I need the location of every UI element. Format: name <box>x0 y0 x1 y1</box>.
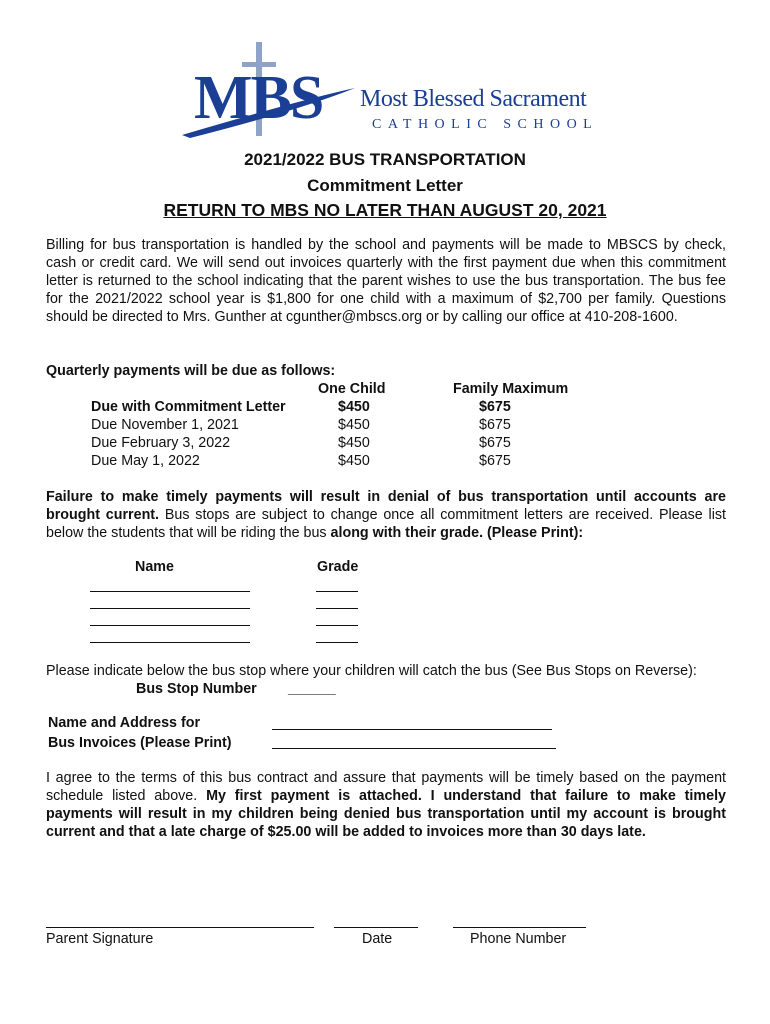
parent-signature-line[interactable] <box>46 927 314 928</box>
student-grade-line[interactable] <box>316 642 358 643</box>
payment-row-label: Due May 1, 2022 <box>91 453 200 469</box>
payment-row-one: $450 <box>338 399 370 415</box>
student-grade-line[interactable] <box>316 591 358 592</box>
failure-bold-tail: along with their grade. (Please Print): <box>330 525 584 541</box>
invoice-address-line[interactable] <box>272 729 552 730</box>
grade-column-header: Grade <box>317 559 359 575</box>
failure-bold-text: Failure to make timely payments will result in denial of bus transportation until accounts are brought current. <box>46 489 726 523</box>
page-title: 2021/2022 BUS TRANSPORTATION <box>244 150 526 169</box>
payment-row-family: $675 <box>479 453 511 469</box>
payment-row-label: Due February 3, 2022 <box>91 435 231 451</box>
student-name-line[interactable] <box>90 591 250 592</box>
bus-stop-text: Please indicate below the bus stop where your children will catch the bus (See Bus Stops on Reverse): <box>46 663 697 679</box>
student-name-line[interactable] <box>90 642 250 643</box>
student-grade-line[interactable] <box>316 608 358 609</box>
payment-row-family: $675 <box>479 399 511 415</box>
invoice-label-line2: Bus Invoices (Please Print) <box>48 735 232 751</box>
payment-row-one: $450 <box>338 453 370 469</box>
student-name-line[interactable] <box>90 608 250 609</box>
name-column-header: Name <box>135 559 174 575</box>
bus-stop-number-label: Bus Stop Number <box>136 681 257 697</box>
col-family-maximum: Family Maximum <box>453 381 569 397</box>
agreement-bold-text: My first payment is attached. I understand that failure to make timely payments will result in my children being denied bus transportation until my account is brought current and that a late charge of $25.00 will be added to invoices more than 30 days late. <box>46 788 726 840</box>
payments-heading: Quarterly payments will be due as follows: <box>46 363 336 379</box>
invoice-label-line1: Name and Address for <box>48 715 201 731</box>
failure-paragraph <box>46 488 726 542</box>
payment-row-label: Due November 1, 2021 <box>91 417 239 433</box>
col-one-child: One Child <box>318 381 386 397</box>
invoice-address-line[interactable] <box>272 748 556 749</box>
phone-number-label: Phone Number <box>470 931 567 947</box>
phone-number-line[interactable] <box>453 927 586 928</box>
payment-row-label: Due with Commitment Letter <box>91 399 286 415</box>
date-label: Date <box>362 931 393 947</box>
page-subtitle: Commitment Letter <box>307 176 463 195</box>
payment-row-one: $450 <box>338 417 370 433</box>
intro-text: Billing for bus transportation is handled by the school and payments will be made to MBSCS by check, cash or credit card. We will send out invoices quarterly with the first payment due when this commitment letter is returned to the school indicating that the parent wishes to use the bus transportation. The bus fee for the 2021/2022 school year is $1,800 for one child with a maximum of $2,700 per family. Questions should be directed to Mrs. Gunther at cgunther@mbscs.org or by calling our office at 410-208-1600. <box>46 237 726 325</box>
failure-normal-text: Bus stops are subject to change once all commitment letters are received. Please list below the students that will be riding the bus <box>46 507 726 541</box>
student-name-line[interactable] <box>90 625 250 626</box>
logo-initials: MBS <box>194 64 323 132</box>
logo-school-name: Most Blessed Sacrament <box>360 86 587 112</box>
payment-row-family: $675 <box>479 435 511 451</box>
agreement-normal-text: I agree to the terms of this bus contract and assure that payments will be timely based on the payment schedule listed above. <box>46 770 726 804</box>
payment-row-one: $450 <box>338 435 370 451</box>
return-notice: RETURN TO MBS NO LATER THAN AUGUST 20, 2021 <box>163 200 607 220</box>
student-grade-line[interactable] <box>316 625 358 626</box>
bus-stop-number-field[interactable]: ______ <box>288 681 336 697</box>
bus-stop-paragraph <box>46 662 726 680</box>
parent-signature-label: Parent Signature <box>46 931 154 947</box>
date-line[interactable] <box>334 927 418 928</box>
agreement-paragraph <box>46 769 726 841</box>
payment-row-family: $675 <box>479 417 511 433</box>
logo-school-subtitle: CATHOLIC SCHOOL <box>372 117 599 132</box>
intro-paragraph <box>46 236 726 326</box>
school-logo <box>180 40 600 140</box>
